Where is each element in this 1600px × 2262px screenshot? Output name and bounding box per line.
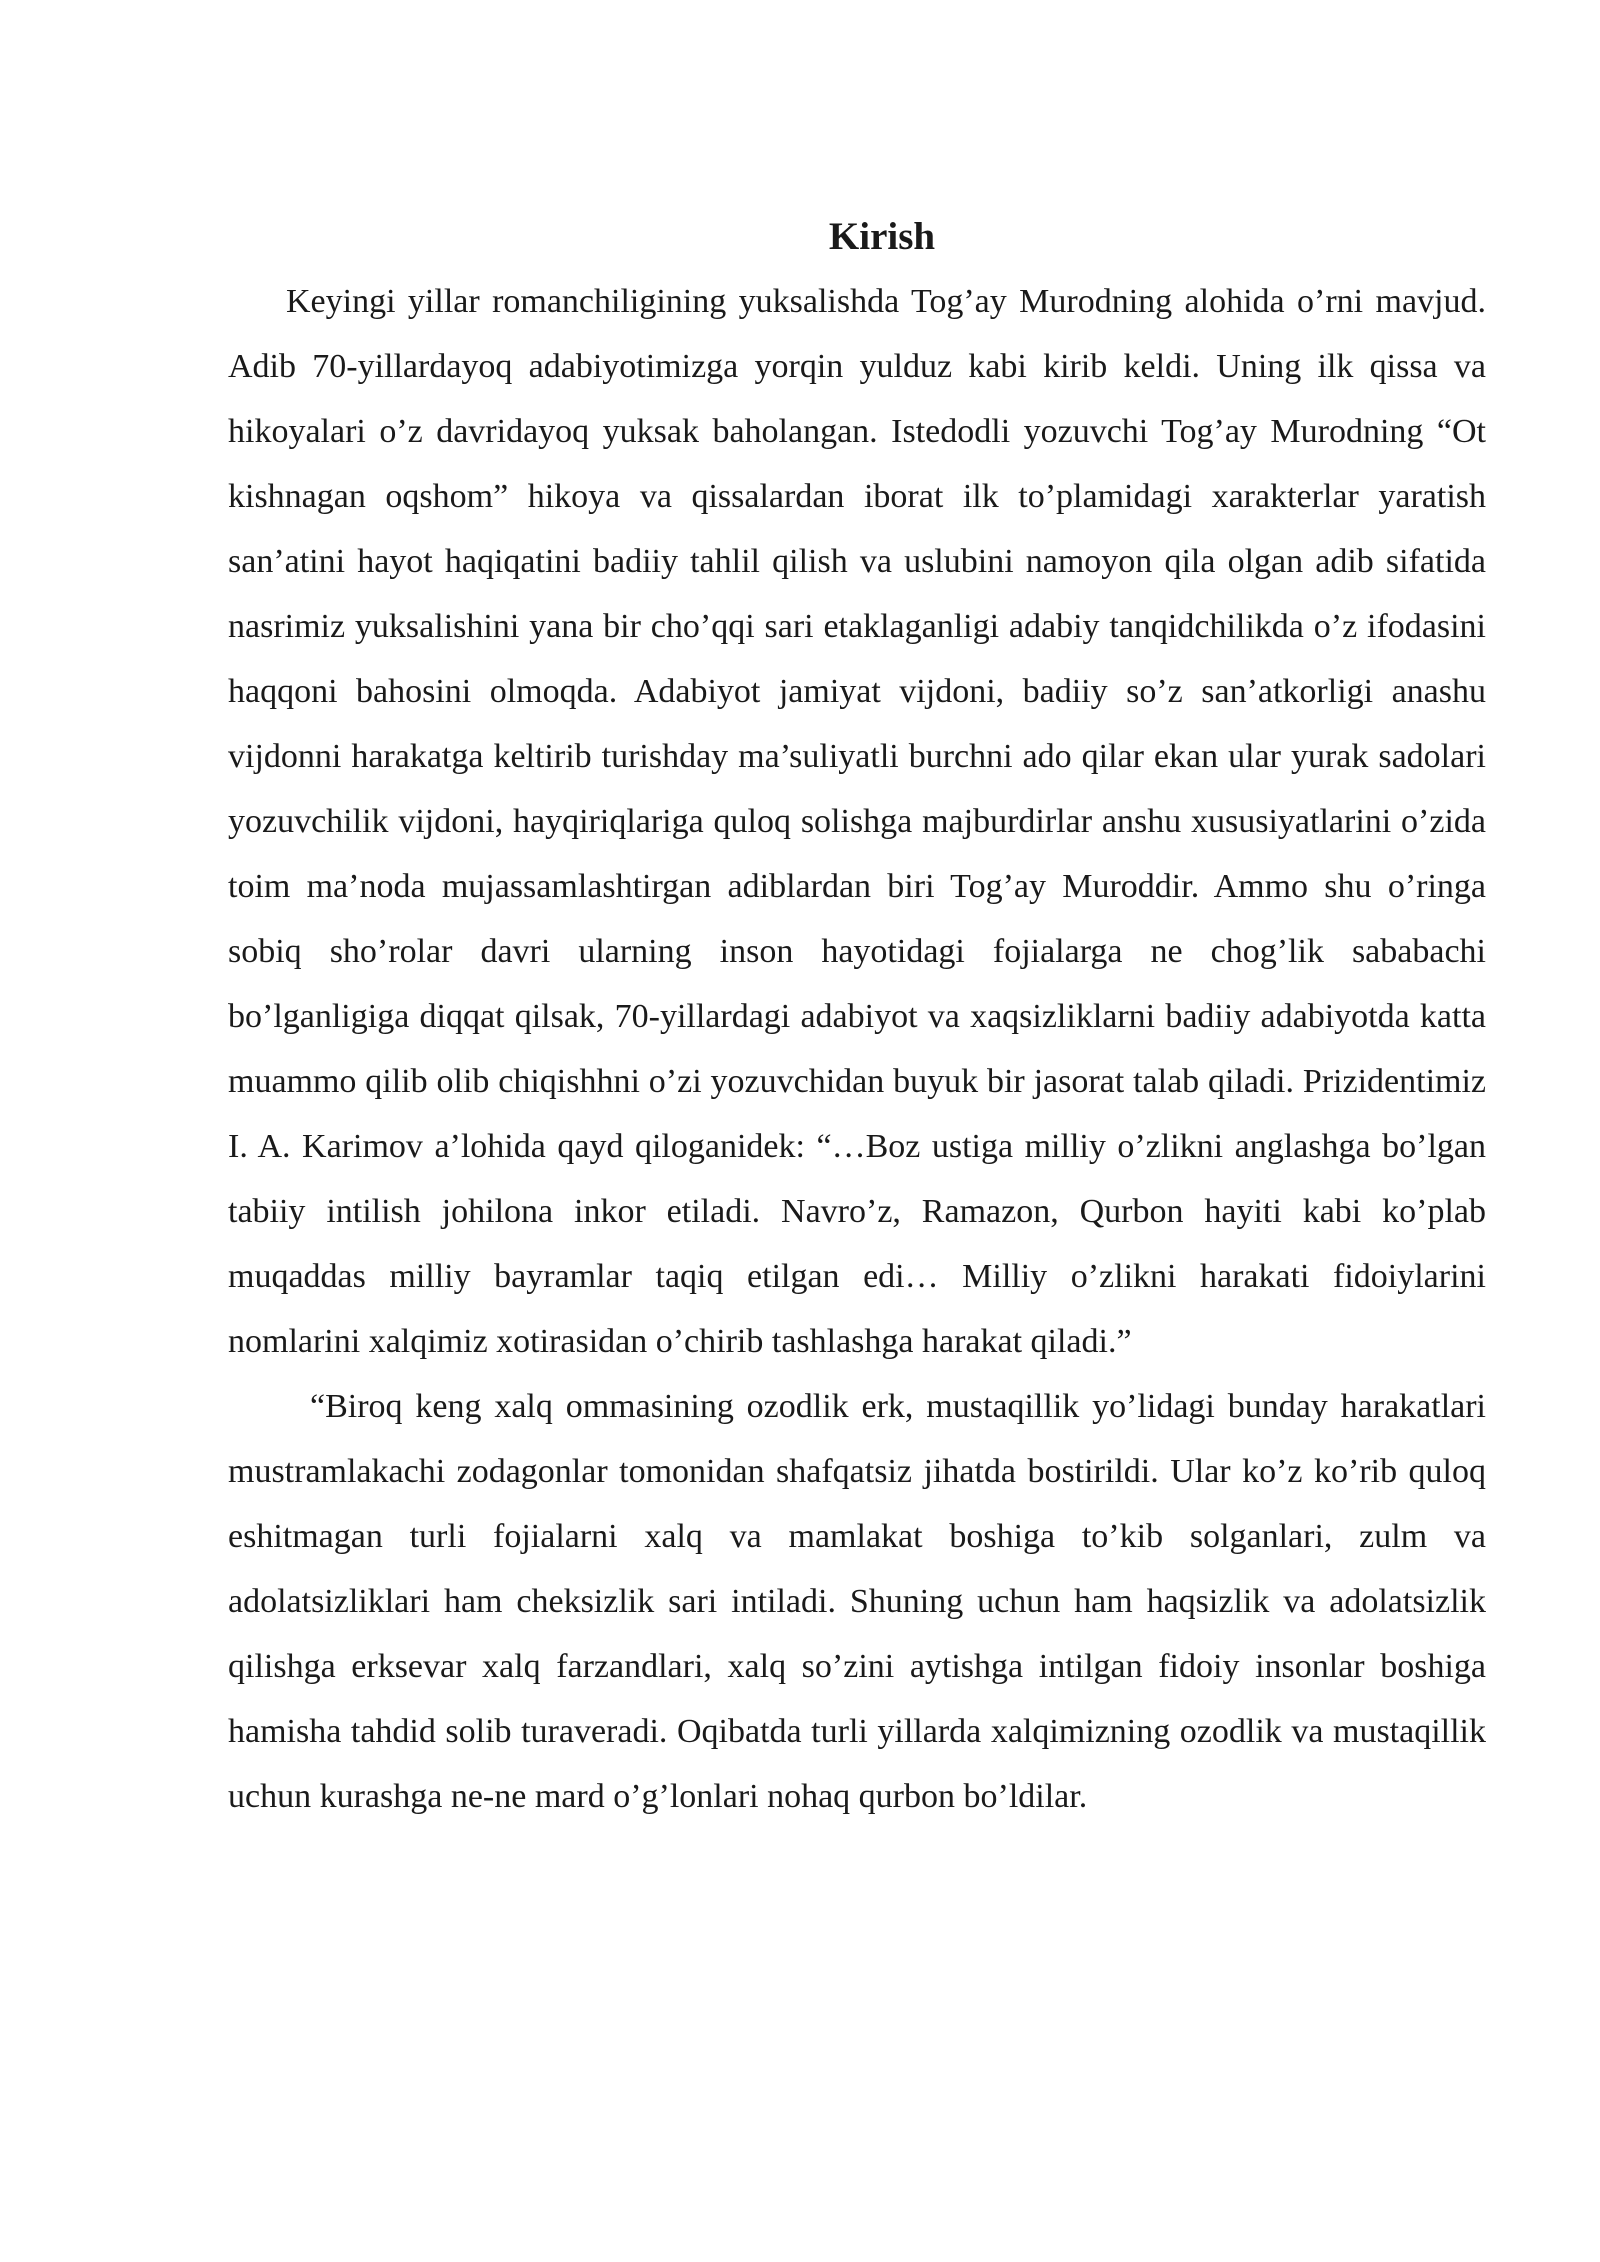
paragraph-2: “Biroq keng xalq ommasining ozodlik erk, mustaqillik yo’lidagi bunday harakatlari mustramlakachi zodagonlar tomonidan shafqatsiz jihatda bostirildi. Ular ko’z ko’rib quloq eshitmagan turli fojialarni xalq va mamlakat boshiga to’kib solganlari, zulm va adolatsizliklari ham cheksizlik sari intiladi. Shuning uchun ham haqsizlik va adolatsizlik qilishga erksevar xalq farzandlari, xalq so’zini aytishga intilgan fidoiy insonlar boshiga hamisha tahdid solib turaveradi. Oqibatda turli yillarda xalqimizning ozodlik va mustaqillik uchun kurashga ne-ne mard o’g’lonlari nohaq qurbon bo’ldilar. — [228, 1388, 1486, 1815]
paragraph-1: Keyingi yillar romanchiligining yuksalishda Tog’ay Murodning alohida o’rni mavjud. Adib 70-yillardayoq adabiyotimizga yorqin yulduz kabi kirib keldi. Uning ilk qissa va hikoyalari o’z davridayoq yuksak baholangan. Istedodli yozuvchi Tog’ay Murodning “Ot kishnagan oqshom” hikoya va qissalardan iborat ilk to’plamidagi xarakterlar yaratish san’atini hayot haqiqatini badiiy tahlil qilish va uslubini namoyon qila olgan adib sifatida nasrimiz yuksalishini yana bir cho’qqi sari etaklaganligi adabiy tanqidchilikda o’z ifodasini haqqoni bahosini olmoqda. Adabiyot jamiyat vijdoni, badiiy so’z san’atkorligi anashu vijdonni harakatga keltirib turishday ma’suliyatli burchni ado qilar ekan ular yurak sadolari yozuvchilik vijdoni, hayqiriqlariga quloq solishga majburdirlar anshu xususiyatlarini o’zida toim ma’noda mujassamlashtirgan adiblardan biri Tog’ay Muroddir. Ammo shu o’ringa sobiq sho’rolar davri ularning inson hayotidagi fojialarga ne chog’lik sababachi bo’lganligiga diqqat qilsak, 70-yillardagi adabiyot va xaqsizliklarni badiiy adabiyotda katta muammo qilib olib chiqishhni o’zi yozuvchidan buyuk bir jasorat talab qiladi. Prizidentimiz I. A. Karimov a’lohida qayd qiloganidek: “…Boz ustiga milliy o’zlikni anglashga bo’lgan tabiiy intilish johilona inkor etiladi. Navro’z, Ramazon, Qurbon hayiti kabi ko’plab muqaddas milliy bayramlar taqiq etilgan edi… Milliy o’zlikni harakati fidoiylarini nomlarini xalqimiz xotirasidan o’chirib tashlashga harakat qiladi.” — [228, 283, 1486, 1360]
page-title: Kirish — [828, 215, 936, 258]
document-body — [228, 204, 1486, 1829]
